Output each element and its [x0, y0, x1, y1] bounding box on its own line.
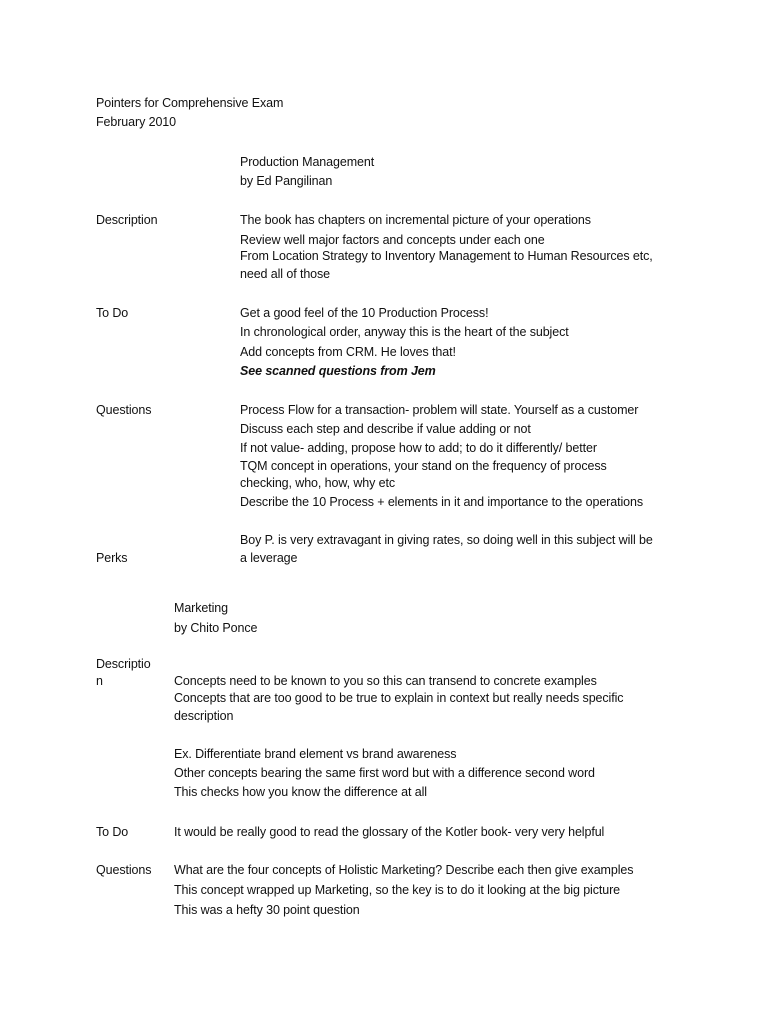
marketing-example-line: This checks how you know the difference at all	[174, 785, 427, 799]
production-description-line: Review well major factors and concepts under each one	[240, 233, 545, 247]
marketing-author: by Chito Ponce	[174, 621, 258, 635]
production-todo-line-emphasis: See scanned questions from Jem	[240, 364, 436, 378]
document-date: February 2010	[96, 115, 176, 129]
marketing-description-label: Descriptio	[96, 657, 151, 671]
production-todo-line: In chronological order, anyway this is the heart of the subject	[240, 325, 569, 339]
production-perks-label: Perks	[96, 551, 128, 565]
marketing-description-line: description	[174, 709, 234, 723]
marketing-example-line: Ex. Differentiate brand element vs brand awareness	[174, 747, 457, 761]
production-perks-line: Boy P. is very extravagant in giving rates, so doing well in this subject will be	[240, 533, 653, 547]
production-todo-line: Get a good feel of the 10 Production Process!	[240, 306, 489, 320]
marketing-description-line: Concepts need to be known to you so this can transend to concrete examples	[174, 674, 597, 688]
marketing-todo-label: To Do	[96, 825, 129, 839]
production-subject-title: Production Management	[240, 155, 375, 169]
production-description-line: need all of those	[240, 267, 331, 281]
production-description-line: The book has chapters on incremental picture of your operations	[240, 213, 591, 227]
production-questions-label: Questions	[96, 403, 152, 417]
marketing-questions-label: Questions	[96, 863, 152, 877]
production-question-line: checking, who, how, why etc	[240, 476, 396, 490]
production-description-label: Description	[96, 213, 158, 227]
production-question-line: Process Flow for a transaction- problem will state. Yourself as a customer	[240, 403, 639, 417]
production-todo-label: To Do	[96, 306, 129, 320]
production-question-line: TQM concept in operations, your stand on the frequency of process	[240, 459, 607, 473]
production-question-line: If not value- adding, propose how to add; to do it differently/ better	[240, 441, 597, 455]
marketing-description-line: Concepts that are too good to be true to explain in context but really needs specific	[174, 691, 624, 705]
marketing-example-line: Other concepts bearing the same first word but with a difference second word	[174, 766, 595, 780]
document-title: Pointers for Comprehensive Exam	[96, 96, 284, 110]
marketing-description-label-wrap: n	[96, 674, 103, 688]
marketing-question-line: What are the four concepts of Holistic Marketing? Describe each then give examples	[174, 863, 634, 877]
marketing-subject-title: Marketing	[174, 601, 228, 615]
marketing-todo-line: It would be really good to read the glossary of the Kotler book- very very helpful	[174, 825, 605, 839]
production-perks-line: a leverage	[240, 551, 298, 565]
production-question-line: Discuss each step and describe if value adding or not	[240, 422, 531, 436]
marketing-question-line: This was a hefty 30 point question	[174, 903, 360, 917]
production-question-line: Describe the 10 Process + elements in it and importance to the operations	[240, 495, 643, 509]
marketing-question-line: This concept wrapped up Marketing, so the key is to do it looking at the big picture	[174, 883, 621, 897]
production-author: by Ed Pangilinan	[240, 174, 333, 188]
production-todo-line: Add concepts from CRM. He loves that!	[240, 345, 456, 359]
production-description-line: From Location Strategy to Inventory Management to Human Resources etc,	[240, 249, 653, 263]
